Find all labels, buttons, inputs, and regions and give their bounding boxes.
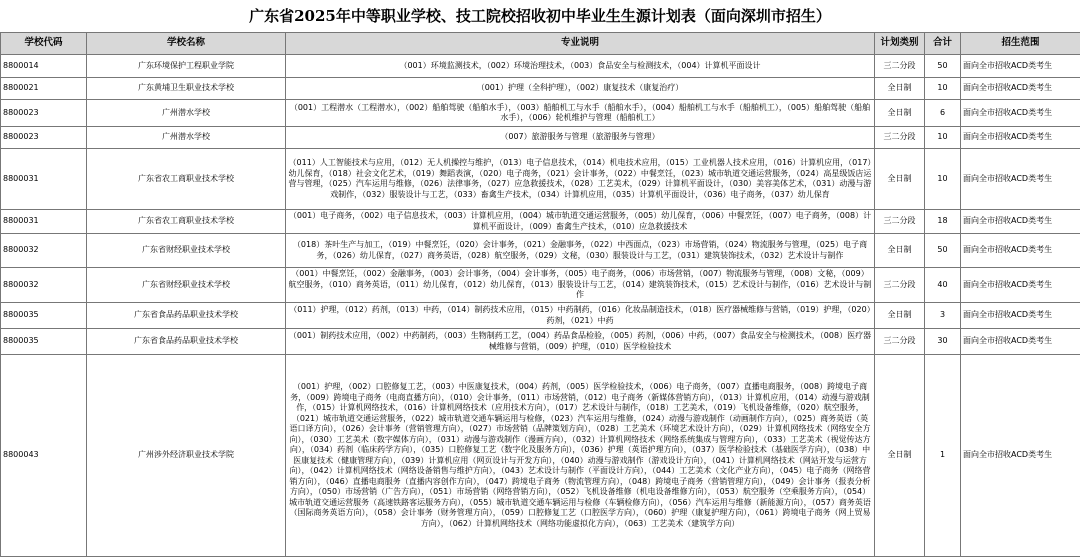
school-code: 8800021 xyxy=(1,78,87,100)
school-code: 8800031 xyxy=(1,149,87,210)
school-code: 8800023 xyxy=(1,100,87,127)
school-name: 广东省财经职业技术学校 xyxy=(87,234,286,268)
school-name: 广东省食品药品职业技术学校 xyxy=(87,329,286,355)
enrollment-scope: 面向全市招收ACD类考生 xyxy=(961,268,1080,303)
plan-type: 全日制 xyxy=(875,355,925,557)
majors-description: （001）护理（全科护理），（002）康复技术（康复治疗） xyxy=(286,78,875,100)
enrollment-scope: 面向全市招收ACD类考生 xyxy=(961,55,1080,78)
header-majors: 专业说明 xyxy=(286,33,875,55)
table-row xyxy=(1,234,1080,268)
school-name: 广州涉外经济职业技术学院 xyxy=(87,355,286,557)
majors-description: （011）护理，（012）药剂，（013）中药，（014）制药技术应用，（015）中药制药，（016）化妆品制造技术，（018）医疗器械维修与营销，（019）护理，（020）药剂，（021）中药 xyxy=(286,303,875,329)
plan-type: 全日制 xyxy=(875,149,925,210)
school-code: 8800043 xyxy=(1,355,87,557)
plan-type: 三二分段 xyxy=(875,329,925,355)
school-name: 广东省食品药品职业技术学校 xyxy=(87,303,286,329)
plan-type: 全日制 xyxy=(875,234,925,268)
plan-type: 三二分段 xyxy=(875,210,925,234)
majors-description: （011）人工智能技术与应用，（012）无人机操控与维护，（013）电子信息技术，（014）机电技术应用，（015）工业机器人技术应用，（016）计算机应用，（017）幼儿保育，（018）社会文化艺术，（019）舞蹈表演，（020）电子商务，（021）会计事务，（022）中餐烹饪，（023）城市轨道交通运营服务，（024）高星级饭店运营与管理，（025）汽车运用与维修，（026）法律事务，（027）应急救援技术，（028）工艺美术，（029）计算机平面设计，（030）美容美体艺术，（031）动漫与游戏制作，（032）服装设计与工艺，（033）畜禽生产技术，（034）计算机应用，（035）计算机平面设计，（036）电子商务，（037）幼儿保育 xyxy=(286,149,875,210)
enrollment-scope: 面向全市招收ACD类考生 xyxy=(961,355,1080,557)
school-name: 广东环境保护工程职业学院 xyxy=(87,55,286,78)
table-row xyxy=(1,78,1080,100)
majors-description: （001）制药技术应用，（002）中药制药，（003）生物制药工艺，（004）药品食品检验，（005）药剂，（006）中药，（007）食品安全与检测技术，（008）医疗器械维修与营销，（009）护理，（010）医学检验技术 xyxy=(286,329,875,355)
plan-type: 三二分段 xyxy=(875,127,925,149)
table-row xyxy=(1,127,1080,149)
majors-description: （007）旅游服务与管理（旅游服务与管理） xyxy=(286,127,875,149)
school-code: 8800032 xyxy=(1,268,87,303)
table-row xyxy=(1,149,1080,210)
plan-total: 50 xyxy=(925,234,961,268)
table-row xyxy=(1,268,1080,303)
plan-total: 30 xyxy=(925,329,961,355)
school-code: 8800014 xyxy=(1,55,87,78)
table-row xyxy=(1,355,1080,557)
table-header-row xyxy=(1,33,1080,55)
page-title: 广东省2025年中等职业学校、技工院校招收初中毕业生生源计划表（面向深圳市招生） xyxy=(249,7,831,25)
enrollment-scope: 面向全市招收ACD类考生 xyxy=(961,303,1080,329)
enrollment-scope: 面向全市招收ACD类考生 xyxy=(961,78,1080,100)
enrollment-scope: 面向全市招收ACD类考生 xyxy=(961,234,1080,268)
plan-type: 三二分段 xyxy=(875,55,925,78)
plan-total: 1 xyxy=(925,355,961,557)
plan-total: 40 xyxy=(925,268,961,303)
plan-type: 全日制 xyxy=(875,78,925,100)
school-code: 8800035 xyxy=(1,303,87,329)
school-code: 8800023 xyxy=(1,127,87,149)
majors-description: （018）茶叶生产与加工，（019）中餐烹饪，（020）会计事务，（021）金融事务，（022）中西面点，（023）市场营销，（024）物流服务与管理，（025）电子商务，（026）幼儿保育，（027）商务英语，（028）航空服务，（029）文秘，（030）服装设计与工艺，（031）建筑装饰技术，（032）艺术设计与制作 xyxy=(286,234,875,268)
school-code: 8800032 xyxy=(1,234,87,268)
enrollment-scope: 面向全市招收ACD类考生 xyxy=(961,127,1080,149)
school-name: 广东黄埔卫生职业技术学校 xyxy=(87,78,286,100)
table-row xyxy=(1,100,1080,127)
plan-total: 10 xyxy=(925,149,961,210)
plan-total: 10 xyxy=(925,127,961,149)
table-row xyxy=(1,210,1080,234)
school-name: 广东省农工商职业技术学校 xyxy=(87,149,286,210)
school-code: 8800031 xyxy=(1,210,87,234)
header-school-name: 学校名称 xyxy=(87,33,286,55)
school-name: 广州潜水学校 xyxy=(87,127,286,149)
school-name: 广东省财经职业技术学校 xyxy=(87,268,286,303)
header-school-code: 学校代码 xyxy=(1,33,87,55)
plan-total: 18 xyxy=(925,210,961,234)
header-total: 合计 xyxy=(925,33,961,55)
plan-total: 3 xyxy=(925,303,961,329)
enrollment-scope: 面向全市招收ACD类考生 xyxy=(961,210,1080,234)
plan-total: 6 xyxy=(925,100,961,127)
school-name: 广州潜水学校 xyxy=(87,100,286,127)
majors-description: （001）工程潜水（工程潜水），（002）船舶驾驶（船舶水手），（003）船舶机工与水手（船舶水手），（004）船舶机工与水手（船舶机工），（005）船舶驾驶（船舶水手），（006）轮机维护与管理（船舶机工） xyxy=(286,100,875,127)
enrollment-scope: 面向全市招收ACD类考生 xyxy=(961,100,1080,127)
plan-total: 10 xyxy=(925,78,961,100)
plan-type: 全日制 xyxy=(875,303,925,329)
majors-description: （001）环境监测技术，（002）环境治理技术，（003）食品安全与检测技术，（004）计算机平面设计 xyxy=(286,55,875,78)
plan-total: 50 xyxy=(925,55,961,78)
majors-description: （001）护理，（002）口腔修复工艺，（003）中医康复技术，（004）药剂，（005）医学检验技术，（006）电子商务，（007）直播电商服务，（008）跨境电子商务，（009）跨境电子商务（电商直播方向），（010）会计事务，（011）市场营销，（012）电子商务（新媒体营销方向），（013）计算机应用，（014）动漫与游戏制作，（015）计算机网络技术，（016）计算机网络技术（应用技术方向），（017）艺术设计与制作，（018）工艺美术，（019）飞机设备维修，（020）航空服务，（021）城市轨道交通运营服务，（022）城市轨道交通车辆运用与检修，（023）汽车运用与维修，（024）动漫与游戏制作（动画制作方向），（025）商务英语（英语口译方向），（026）会计事务（营销管理方向），（027）市场营销（品牌策划方向），（028）工艺美术（环境艺术设计方向），（029）计算机网络技术（网络安全方向），（030）工艺美术（数字媒体方向），（031）动漫与游戏制作（漫画方向），（032）计算机网络技术（网络系统集成与管理方向），（033）工艺美术（视觉传达方向），（034）药剂（临床药学方向），（035）口腔修复工艺（数字化及服务方向），（036）护理（英语护理方向），（037）医学检验技术（基础医学方向），（038）中医康复技术（健康管理方向），（039）计算机应用（网页设计与开发方向），（040）动漫与游戏制作（游戏设计方向），（041）计算机网络技术（网站开发与运营方向），（042）计算机网络技术（网络设备销售与维护方向），（043）艺术设计与制作（平面设计方向），（044）工艺美术（文化产业方向），（045）电子商务（网络营销方向），（046）直播电商服务（直播内容创作方向），（047）跨境电子商务（物流管理方向），（048）跨境电子商务（营销管理方向），（049）会计事务（报表分析方向），（050）市场营销（广告方向），（051）市场营销（网络营销方向），（052）飞机设备维修（机电设备维修方向），（053）航空服务（空乘服务方向），（054）城市轨道交通运营服务（高速铁路客运服务方向），（055）城市轨道交通车辆运用与检修（车辆检修方向），（056）汽车运用与维修（新能源方向），（057）商务英语（国际商务英语方向），（058）会计事务（财务管理方向），（059）口腔修复工艺（口腔医学方向），（060）护理（康复护理方向），（061）跨境电子商务（网上贸易方向），（062）计算机网络技术（网络功能虚拟化方向），（063）工艺美术（建筑学方向） xyxy=(286,355,875,557)
enrollment-scope: 面向全市招收ACD类考生 xyxy=(961,149,1080,210)
majors-description: （001）中餐烹饪，（002）金融事务，（003）会计事务，（004）会计事务，（005）电子商务，（006）市场营销，（007）物流服务与管理，（008）文秘，（009）航空服务，（010）商务英语，（011）幼儿保育，（012）幼儿保育，（013）服装设计与工艺，（014）建筑装饰技术，（015）艺术设计与制作，（016）艺术设计与制作 xyxy=(286,268,875,303)
school-code: 8800035 xyxy=(1,329,87,355)
table-row xyxy=(1,329,1080,355)
enrollment-scope: 面向全市招收ACD类考生 xyxy=(961,329,1080,355)
header-plan-type: 计划类别 xyxy=(875,33,925,55)
header-scope: 招生范围 xyxy=(961,33,1080,55)
plan-type: 三二分段 xyxy=(875,268,925,303)
plan-type: 全日制 xyxy=(875,100,925,127)
majors-description: （001）电子商务，（002）电子信息技术，（003）计算机应用，（004）城市轨道交通运营服务，（005）幼儿保育，（006）中餐烹饪，（007）电子商务，（008）计算机平面设计，（009）畜禽生产技术，（010）应急救援技术 xyxy=(286,210,875,234)
enrollment-plan-table xyxy=(0,32,1080,557)
table-row xyxy=(1,303,1080,329)
school-name: 广东省农工商职业技术学校 xyxy=(87,210,286,234)
table-row xyxy=(1,55,1080,78)
